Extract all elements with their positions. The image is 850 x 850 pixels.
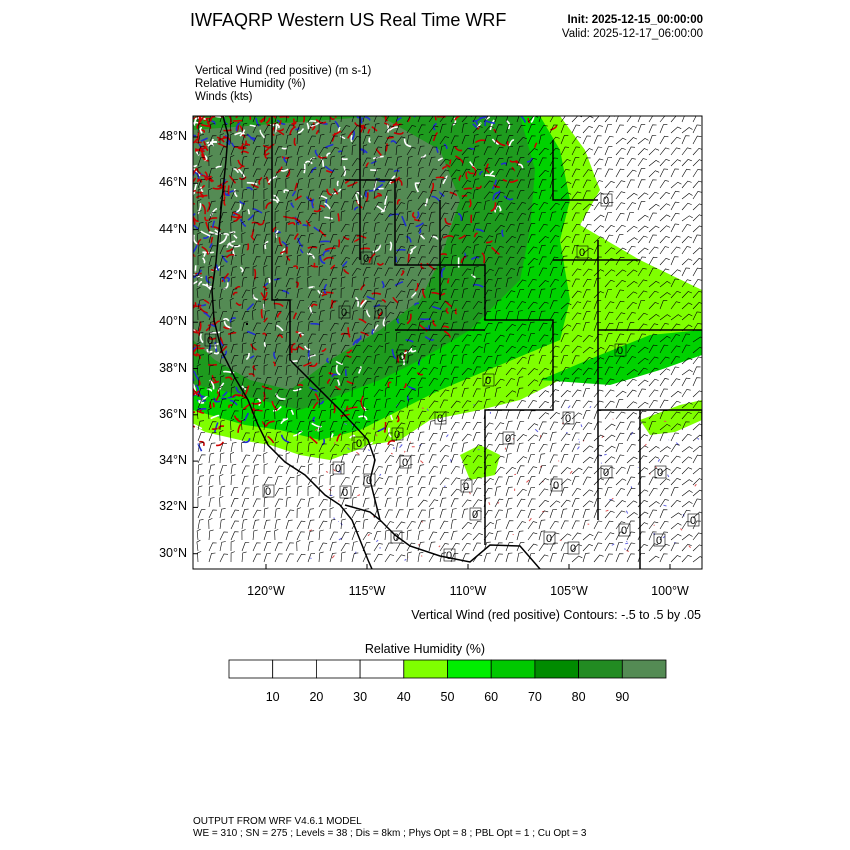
footer-model-info: OUTPUT FROM WRF V4.6.1 MODEL [193, 816, 362, 827]
station-label: 0 [340, 307, 348, 319]
colorbar-label: 50 [440, 690, 455, 704]
station-label: 0 [602, 467, 610, 479]
station-label: 0 [365, 475, 373, 487]
map-title: IWFAQRP Western US Real Time WRF [190, 10, 507, 30]
station-label: 0 [392, 532, 400, 544]
station-label: 0 [564, 413, 572, 425]
station-label: 0 [462, 481, 470, 493]
lon-label: 120°W [247, 584, 285, 598]
colorbar-swatch [273, 660, 317, 678]
station-label: 0 [484, 375, 492, 387]
lat-label: 36°N [159, 406, 187, 421]
lat-label: 44°N [159, 221, 187, 236]
colorbar-swatch [448, 660, 492, 678]
colorbar-label: 20 [309, 690, 324, 704]
lat-label: 48°N [159, 129, 187, 143]
station-label: 0 [545, 533, 553, 545]
lat-label: 34°N [159, 453, 187, 468]
station-label: 0 [206, 335, 214, 347]
station-label: 0 [569, 543, 577, 555]
station-label: 0 [398, 351, 406, 363]
station-label: 0 [362, 253, 370, 265]
colorbar-swatch [491, 660, 535, 678]
lon-label: 100°W [651, 584, 689, 598]
lon-label: 105°W [550, 584, 588, 598]
lat-label: 38°N [159, 360, 187, 375]
station-label: 0 [578, 247, 586, 259]
station-label: 0 [436, 413, 444, 425]
station-label: 0 [393, 429, 401, 441]
station-label: 0 [552, 480, 560, 492]
colorbar-swatch [316, 660, 360, 678]
field-vertical-wind: Vertical Wind (red positive) (m s-1) [195, 65, 372, 77]
station-label: 0 [341, 487, 349, 499]
station-label: 0 [655, 535, 663, 547]
station-label: 0 [620, 525, 628, 537]
station-label: 0 [445, 550, 453, 562]
station-label: 0 [355, 438, 363, 450]
colorbar-label: 30 [353, 690, 368, 704]
station-label: 0 [401, 457, 409, 469]
station-label: 0 [656, 467, 664, 479]
colorbar-swatch [360, 660, 404, 678]
colorbar-label: 90 [615, 690, 630, 704]
valid-time: Valid: 2025-12-17_06:00:00 [561, 28, 703, 40]
colorbar-swatch [622, 660, 666, 678]
colorbar-label: 80 [571, 690, 586, 704]
colorbar-swatch [404, 660, 448, 678]
station-label: 0 [602, 195, 610, 207]
contour-note: Vertical Wind (red positive) Contours: -.5 to .5 by .05 [411, 608, 701, 622]
station-label: 0 [504, 433, 512, 445]
field-winds: Winds (kts) [195, 91, 253, 103]
lat-label: 42°N [159, 267, 187, 282]
station-label: 0 [689, 515, 697, 527]
lat-label: 40°N [159, 314, 187, 329]
lat-label: 30°N [159, 545, 187, 560]
field-relative-humidity: Relative Humidity (%) [195, 78, 306, 90]
colorbar-label: 60 [484, 690, 499, 704]
colorbar-swatch [229, 660, 273, 678]
lat-label: 32°N [159, 499, 187, 514]
station-label: 0 [471, 509, 479, 521]
init-time: Init: 2025-12-15_00:00:00 [567, 14, 703, 26]
colorbar-swatch [535, 660, 579, 678]
colorbar-title: Relative Humidity (%) [364, 642, 486, 656]
footer-config-info: WE = 310 ; SN = 275 ; Levels = 38 ; Dis = 8km ; Phys Opt = 8 ; PBL Opt = 1 ; Cu Opt = 3 [193, 828, 587, 839]
colorbar-label: 70 [527, 690, 542, 704]
station-label: 0 [616, 345, 624, 357]
lat-label: 46°N [159, 175, 187, 190]
colorbar-swatch [579, 660, 623, 678]
colorbar-label: 10 [265, 690, 280, 704]
station-label: 0 [334, 463, 342, 475]
station-label: 0 [264, 486, 272, 498]
colorbar-label: 40 [396, 690, 411, 704]
station-label: 0 [376, 307, 384, 319]
lon-label: 110°W [449, 584, 487, 598]
lon-label: 115°W [348, 584, 386, 598]
